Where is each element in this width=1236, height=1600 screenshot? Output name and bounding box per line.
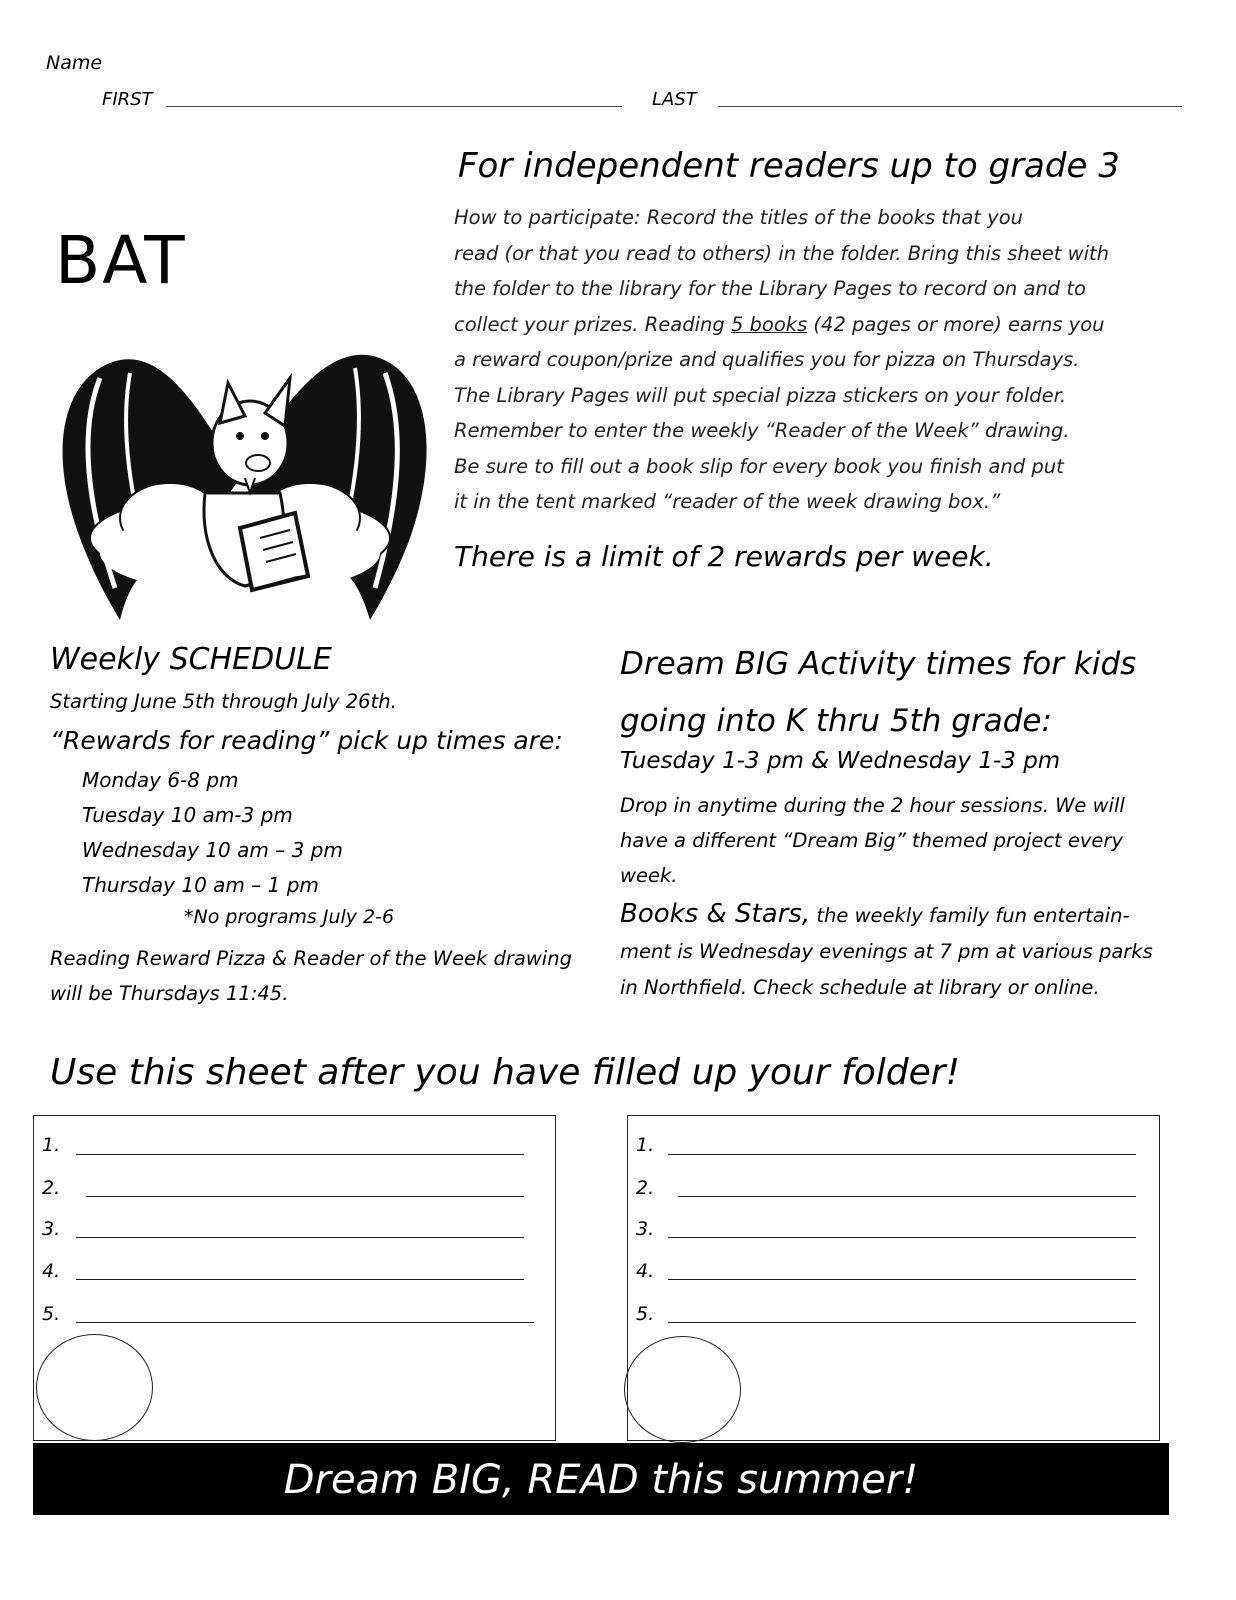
book-list-left bbox=[33, 1115, 556, 1441]
book-title-field[interactable] bbox=[76, 1154, 524, 1155]
schedule-day: Wednesday 10 am – 3 pm bbox=[82, 838, 343, 862]
banner-text: Dream BIG, READ this summer! bbox=[283, 1457, 919, 1503]
rewards-heading: “Rewards for reading” pick up times are: bbox=[50, 726, 563, 755]
books-text: the weekly family fun entertain- bbox=[810, 904, 1130, 927]
instructions-line: How to participate: Record the titles of the books that you bbox=[454, 206, 1023, 229]
book-list-right bbox=[627, 1115, 1160, 1441]
list-number: 5. bbox=[42, 1303, 61, 1325]
activity-line: Drop in anytime during the 2 hour sessions. We will bbox=[620, 794, 1125, 817]
name-label: Name bbox=[46, 52, 103, 74]
instructions bbox=[454, 200, 1174, 520]
book-title-field[interactable] bbox=[76, 1279, 524, 1280]
first-name-label: FIRST bbox=[102, 89, 153, 110]
reward-limit: There is a limit of 2 rewards per week. bbox=[454, 540, 994, 573]
page-title: BAT bbox=[55, 222, 187, 299]
activity-times: Tuesday 1-3 pm & Wednesday 1-3 pm bbox=[620, 748, 1061, 774]
bat-reading-illustration bbox=[40, 328, 440, 628]
activity-line: week. bbox=[620, 864, 678, 887]
list-number: 2. bbox=[636, 1177, 655, 1199]
sticker-circle bbox=[624, 1336, 741, 1443]
instructions-line: a reward coupon/prize and qualifies you for pizza on Thursdays. bbox=[454, 348, 1080, 371]
book-title-field[interactable] bbox=[86, 1196, 524, 1197]
sticker-circle bbox=[36, 1334, 153, 1441]
book-title-field[interactable] bbox=[668, 1279, 1136, 1280]
list-number: 1. bbox=[42, 1134, 61, 1156]
instructions-line: Remember to enter the weekly “Reader of the Week” drawing. bbox=[454, 419, 1070, 442]
book-title-field[interactable] bbox=[668, 1237, 1136, 1238]
list-number: 4. bbox=[636, 1260, 655, 1282]
use-sheet-heading: Use this sheet after you have filled up your folder! bbox=[50, 1052, 961, 1093]
schedule-day: Monday 6-8 pm bbox=[82, 768, 239, 792]
first-name-field[interactable] bbox=[166, 106, 622, 107]
activity-title-line: going into K thru 5th grade: bbox=[620, 703, 1052, 739]
last-name-label: LAST bbox=[652, 89, 697, 110]
schedule-note: *No programs July 2-6 bbox=[184, 906, 395, 928]
instructions-line: it in the tent marked “reader of the week drawing box.” bbox=[454, 490, 1001, 513]
instructions-text: (42 pages or more) earns you bbox=[807, 312, 1105, 336]
last-name-field[interactable] bbox=[718, 106, 1182, 107]
instructions-line: the folder to the library for the Library Pages to record on and to bbox=[454, 277, 1086, 300]
schedule-title: Weekly SCHEDULE bbox=[50, 642, 332, 677]
book-title-field[interactable] bbox=[76, 1237, 524, 1238]
activity-description bbox=[620, 788, 1125, 893]
list-number: 3. bbox=[636, 1218, 655, 1240]
books-stars-title: Books & Stars, bbox=[620, 899, 811, 929]
instructions-line: The Library Pages will put special pizza stickers on your folder. bbox=[454, 383, 1067, 407]
book-title-field[interactable] bbox=[678, 1196, 1136, 1197]
pizza-line: Reading Reward Pizza & Reader of the Week drawing bbox=[50, 947, 572, 970]
instructions-line: Be sure to fill out a book slip for every book you finish and put bbox=[454, 454, 1064, 478]
schedule-day: Tuesday 10 am-3 pm bbox=[82, 803, 293, 827]
activity-title-line: Dream BIG Activity times for kids bbox=[620, 646, 1137, 682]
footer-banner bbox=[33, 1443, 1169, 1515]
books-line bbox=[620, 896, 1153, 934]
schedule-day: Thursday 10 am – 1 pm bbox=[82, 873, 319, 897]
page-heading: For independent readers up to grade 3 bbox=[458, 146, 1120, 186]
book-title-field[interactable] bbox=[668, 1322, 1136, 1323]
instructions-text: collect your prizes. Reading bbox=[454, 312, 731, 336]
book-title-field[interactable] bbox=[668, 1154, 1136, 1155]
instructions-line bbox=[454, 307, 1174, 343]
books-line: ment is Wednesday evenings at 7 pm at various parks bbox=[620, 940, 1153, 963]
activity-line: have a different “Dream Big” themed project every bbox=[620, 829, 1123, 852]
list-number: 5. bbox=[636, 1303, 655, 1325]
five-books-underlined: 5 books bbox=[730, 312, 808, 336]
list-number: 2. bbox=[42, 1177, 61, 1199]
list-number: 3. bbox=[42, 1218, 61, 1240]
activity-title bbox=[620, 636, 1136, 750]
books-line: in Northfield. Check schedule at library or online. bbox=[620, 976, 1100, 999]
book-title-field[interactable] bbox=[76, 1322, 534, 1323]
instructions-line: read (or that you read to others) in the folder. Bring this sheet with bbox=[454, 241, 1109, 265]
pizza-drawing-info bbox=[50, 941, 572, 1011]
list-number: 4. bbox=[42, 1260, 61, 1282]
pizza-line: will be Thursdays 11:45. bbox=[50, 982, 289, 1005]
schedule-start: Starting June 5th through July 26th. bbox=[50, 690, 397, 713]
books-and-stars bbox=[620, 896, 1153, 1006]
list-number: 1. bbox=[636, 1134, 655, 1156]
